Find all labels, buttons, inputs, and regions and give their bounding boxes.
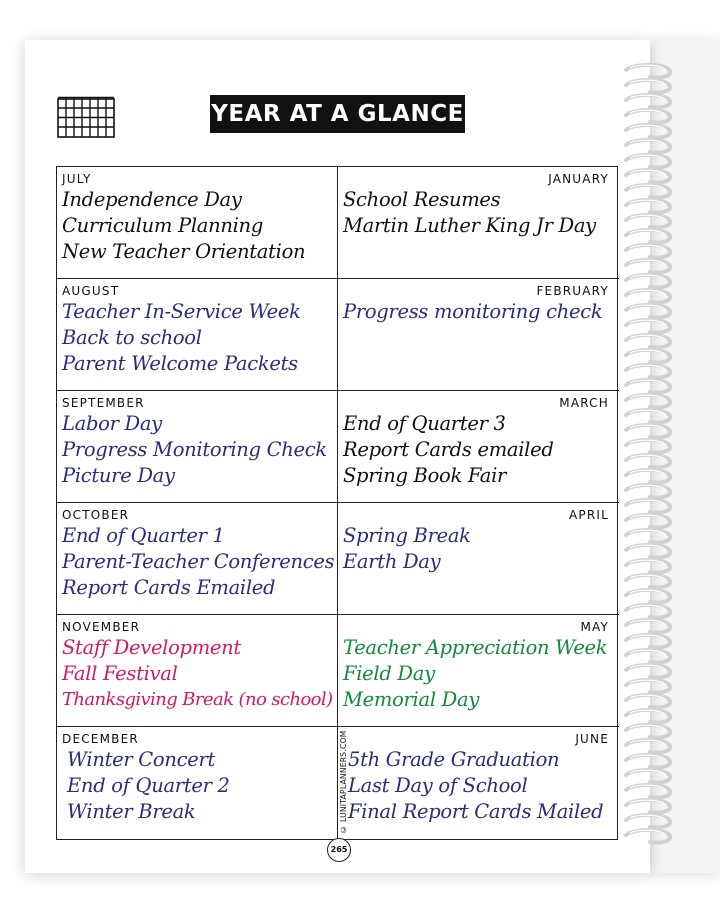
month-label: JULY: [62, 172, 92, 186]
event-item: Parent Welcome Packets: [62, 352, 298, 375]
copyright-credit: © LUNITAPLANNERS.COM: [339, 730, 348, 834]
year-grid: [56, 166, 618, 840]
event-item: Spring Book Fair: [343, 464, 507, 487]
event-list: [343, 187, 613, 239]
event-item: 5th Grade Graduation: [348, 748, 560, 771]
event-item: Progress Monitoring Check: [62, 438, 327, 461]
event-item: Winter Concert: [67, 748, 216, 771]
month-cell-october: [57, 503, 338, 615]
event-item: Progress monitoring check: [343, 300, 603, 323]
month-label: APRIL: [568, 508, 609, 522]
event-item: Fall Festival: [62, 662, 178, 685]
event-item: Back to school: [62, 326, 202, 349]
event-item: Report Cards emailed: [343, 438, 554, 461]
month-label: JUNE: [575, 732, 609, 746]
month-label: OCTOBER: [62, 508, 130, 522]
month-cell-april: [338, 503, 619, 615]
month-cell-february: [338, 279, 619, 391]
month-cell-may: [338, 615, 619, 727]
event-item: Labor Day: [62, 412, 162, 435]
event-item: Report Cards Emailed: [62, 576, 276, 599]
month-cell-march: [338, 391, 619, 503]
event-item: Martin Luther King Jr Day: [343, 214, 596, 237]
event-list: [343, 299, 613, 325]
month-label: NOVEMBER: [62, 620, 141, 634]
month-label: MARCH: [559, 396, 609, 410]
month-cell-june: [338, 727, 619, 839]
event-item: Memorial Day: [343, 688, 480, 711]
event-item: Parent-Teacher Conferences: [62, 550, 335, 573]
month-label: FEBRUARY: [536, 284, 609, 298]
event-list: [343, 635, 613, 713]
event-item: Curriculum Planning: [62, 214, 264, 237]
event-item: Independence Day: [62, 188, 242, 211]
month-cell-september: [57, 391, 338, 503]
event-item: End of Quarter 2: [67, 774, 230, 797]
event-item: Last Day of School: [348, 774, 528, 797]
month-cell-july: [57, 167, 338, 279]
event-item: End of Quarter 3: [343, 412, 506, 435]
event-item: Teacher Appreciation Week: [343, 636, 608, 659]
page-number: 265: [327, 838, 351, 862]
event-list: [62, 299, 331, 377]
event-item: New Teacher Orientation: [62, 240, 306, 263]
event-item: Winter Break: [67, 800, 196, 823]
spiral-binding-icon: [620, 62, 678, 852]
event-item: School Resumes: [343, 188, 501, 211]
calendar-grid-icon: [57, 96, 115, 138]
month-cell-january: [338, 167, 619, 279]
month-cell-november: [57, 615, 338, 727]
page-title: YEAR AT A GLANCE: [210, 95, 465, 133]
event-item: Thanksgiving Break (no school): [62, 689, 333, 710]
event-item: Field Day: [343, 662, 435, 685]
month-label: MAY: [580, 620, 609, 634]
event-list: [62, 747, 331, 825]
month-cell-august: [57, 279, 338, 391]
event-item: Picture Day: [62, 464, 175, 487]
event-item: Spring Break: [343, 524, 471, 547]
event-list: [62, 411, 331, 489]
event-list: [62, 635, 331, 713]
event-list: [62, 187, 331, 265]
event-list: [343, 411, 613, 489]
event-list: [343, 523, 613, 575]
event-item: Earth Day: [343, 550, 441, 573]
month-label: AUGUST: [62, 284, 120, 298]
event-item: Staff Development: [62, 636, 241, 659]
month-label: JANUARY: [548, 172, 609, 186]
event-item: Final Report Cards Mailed: [348, 800, 604, 823]
month-label: SEPTEMBER: [62, 396, 145, 410]
month-cell-december: [57, 727, 338, 839]
event-item: Teacher In-Service Week: [62, 300, 301, 323]
month-label: DECEMBER: [62, 732, 139, 746]
event-item: End of Quarter 1: [62, 524, 225, 547]
event-list: [343, 747, 613, 825]
event-list: [62, 523, 335, 601]
